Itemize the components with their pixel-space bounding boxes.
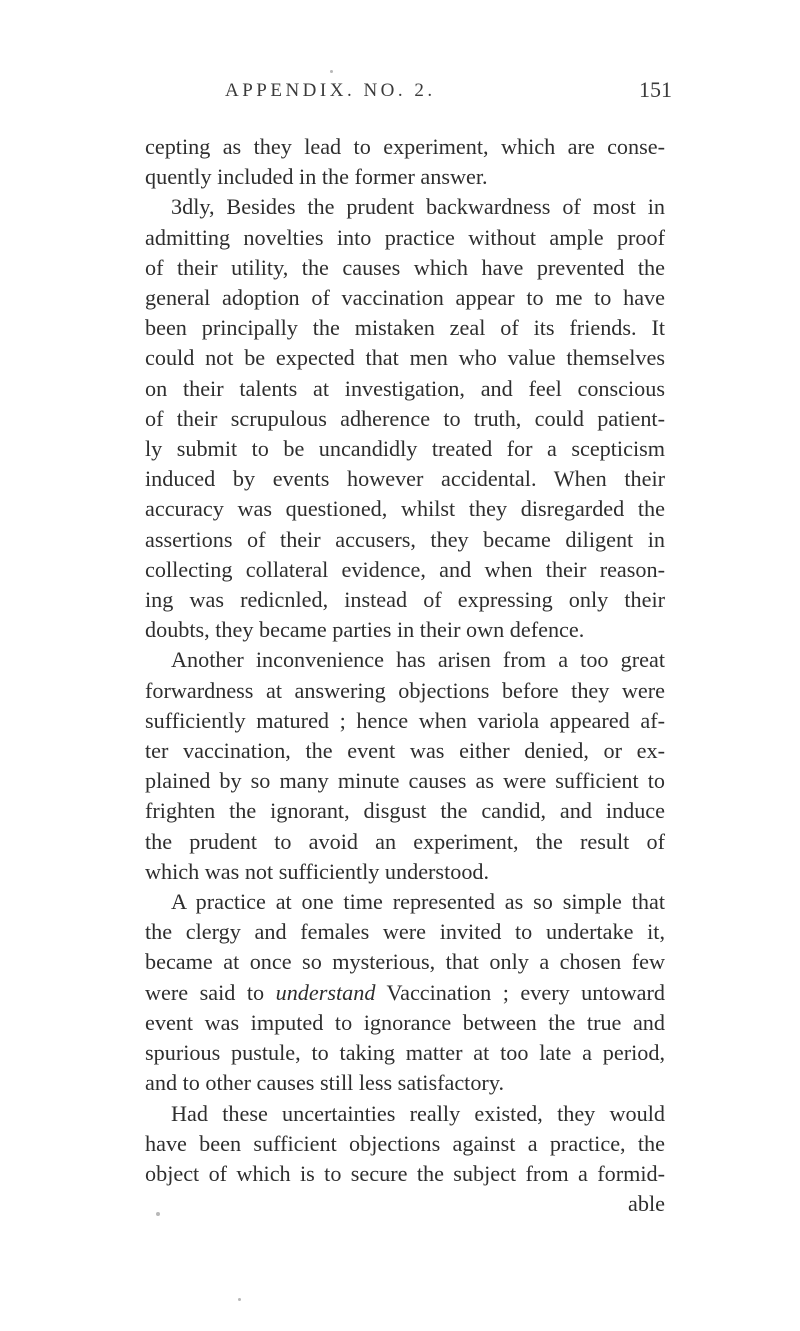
text-line: the prudent to avoid an experiment, the result of bbox=[145, 828, 665, 854]
text-line: sufficiently matured ; hence when variola appeared af- bbox=[145, 707, 665, 733]
text-line: accuracy was questioned, whilst they disregarded the bbox=[145, 496, 665, 522]
text-line: have been sufficient objections against a practice, the bbox=[145, 1130, 665, 1156]
text-line: been principally the mistaken zeal of its friends. It bbox=[145, 315, 665, 341]
text-fragment: were said to bbox=[145, 979, 276, 1005]
text-line: object of which is to secure the subject from a formid- bbox=[145, 1160, 665, 1186]
text-fragment: Vaccination ; every untoward bbox=[375, 979, 665, 1005]
text-line: of their scrupulous adherence to truth, could patient- bbox=[145, 405, 665, 431]
text-line: A practice at one time represented as so simple that bbox=[171, 889, 665, 915]
page-header bbox=[0, 62, 800, 102]
text-line: quently included in the former answer. bbox=[145, 164, 488, 190]
text-line: the clergy and females were invited to undertake it, bbox=[145, 919, 665, 945]
page-number: 151 bbox=[639, 77, 672, 102]
text-line: spurious pustule, to taking matter at too late a period, bbox=[145, 1040, 665, 1066]
text-line: became at once so mysterious, that only a chosen few bbox=[145, 949, 665, 975]
text-line: frighten the ignorant, disgust the candid, and induce bbox=[145, 798, 665, 824]
text-line: on their talents at investigation, and feel conscious bbox=[145, 375, 665, 401]
text-line: Had these uncertainties really existed, they would bbox=[171, 1100, 665, 1126]
text-line: Another inconvenience has arisen from a too great bbox=[171, 647, 665, 673]
paper-speck bbox=[238, 1298, 241, 1301]
text-line: event was imputed to ignorance between the true and bbox=[145, 1009, 665, 1035]
text-line: cepting as they lead to experiment, which are conse- bbox=[145, 134, 665, 159]
body-text bbox=[145, 132, 665, 1219]
text-line: collecting collateral evidence, and when their reason- bbox=[145, 556, 665, 582]
text-line: induced by events however accidental. When their bbox=[145, 466, 665, 492]
emphasized-word: understand bbox=[275, 979, 376, 1005]
text-line: ly submit to be uncandidly treated for a scepticism bbox=[145, 436, 665, 462]
text-line: general adoption of vaccination appear to me to have bbox=[145, 285, 665, 311]
text-line: doubts, they became parties in their own defence. bbox=[145, 617, 585, 643]
text-line-with-emphasis bbox=[145, 978, 665, 1008]
catchword: able bbox=[628, 1191, 665, 1217]
text-line: which was not sufficiently understood. bbox=[145, 858, 490, 884]
text-line: could not be expected that men who value themselves bbox=[145, 345, 665, 371]
paper-speck bbox=[330, 70, 333, 73]
text-line: ing was redicnled, instead of expressing only their bbox=[145, 587, 665, 613]
paper-speck bbox=[156, 1212, 160, 1216]
text-line: and to other causes still less satisfactory. bbox=[145, 1070, 505, 1096]
text-line: plained by so many minute causes as were sufficient to bbox=[145, 768, 665, 794]
text-line: of their utility, the causes which have prevented the bbox=[145, 254, 665, 280]
text-line: admitting novelties into practice without ample proof bbox=[145, 224, 665, 250]
running-title: APPENDIX. NO. 2. bbox=[225, 80, 436, 101]
text-line: 3dly, Besides the prudent backwardness of most in bbox=[171, 194, 665, 220]
text-line: ter vaccination, the event was either denied, or ex- bbox=[145, 738, 665, 764]
text-line: forwardness at answering objections before they were bbox=[145, 677, 665, 703]
text-line: assertions of their accusers, they became diligent in bbox=[145, 526, 665, 552]
